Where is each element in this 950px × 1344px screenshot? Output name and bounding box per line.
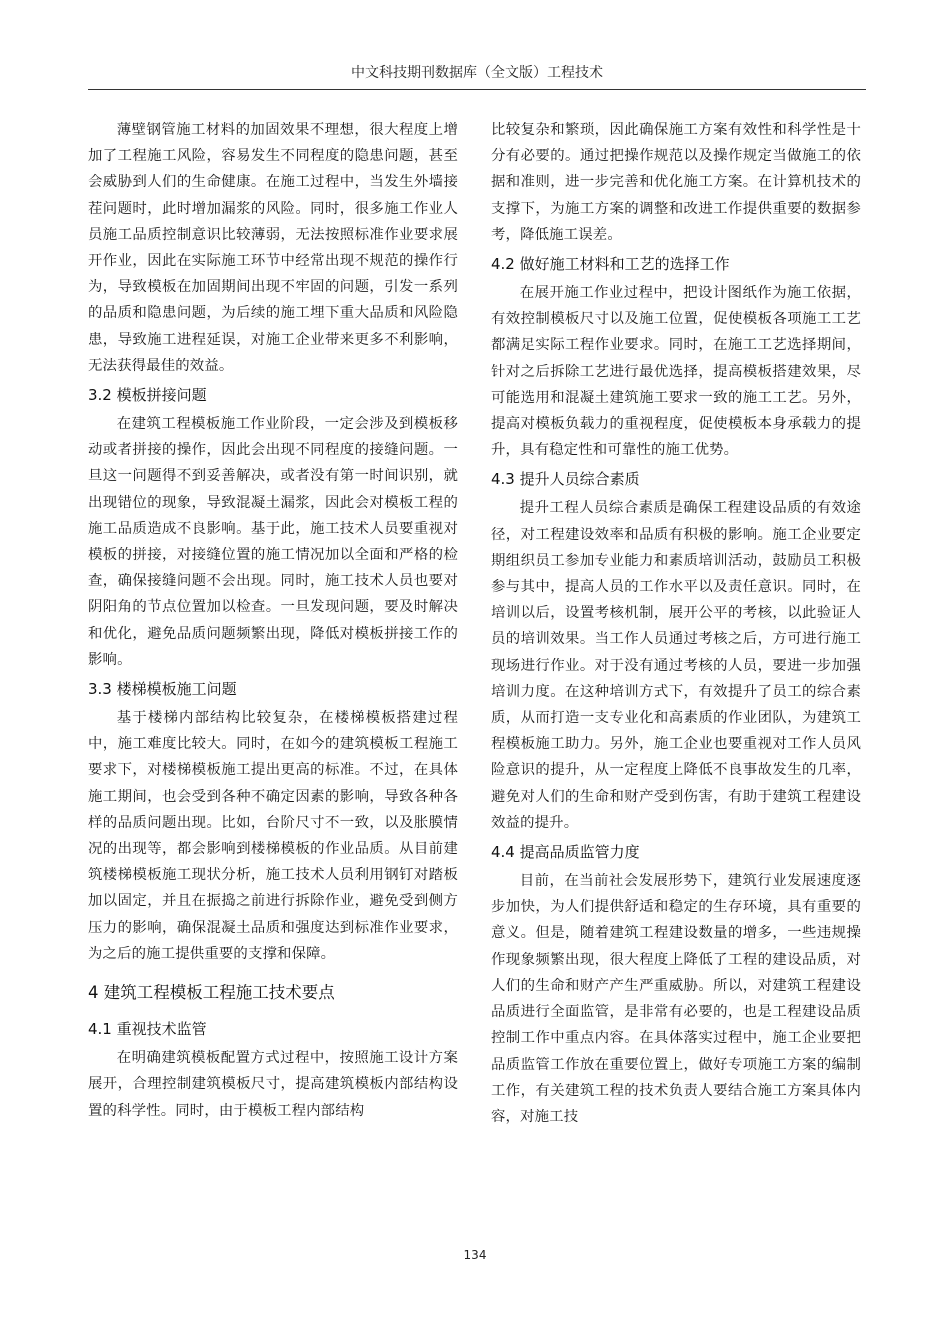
section-heading-4: 4 建筑工程模板工程施工技术要点 <box>88 983 335 1003</box>
paragraph-4-3: 提升工程人员综合素质是确保工程建设品质的有效途径，对工程建设效率和品质有积极的影响。施工企业要定期组织员工参加专业能力和素质培训活动，鼓励员工积极参与其中，提高人员的工作水平以及责任意识。同时，在培训以后，设置考核机制，展开公平的考核，以此验证人员的培训效果。当工作人员通过考核之后，方可进行施工现场进行作业。对于没有通过考核的人员，要进一步加强培训力度。在这种培训方式下，有效提升了员工的综合素质，从而打造一支专业化和高素质的作业团队，为建筑工程模板施工助力。另外，施工企业也要重视对工作人员风险意识的提升，从一定程度上降低不良事故发生的几率，避免对人们的生命和财产受到伤害，有助于建筑工程建设效益的提升。 <box>491 500 861 831</box>
paragraph-4-1-continued: 比较复杂和繁琐，因此确保施工方案有效性和科学性是十分有必要的。通过把操作规范以及操作规定当做施工的依据和准则，进一步完善和优化施工方案。在计算机技术的支撑下，为施工方案的调整和改进工作提供重要的数据参考，降低施工误差。 <box>491 122 861 243</box>
paragraph-4-1: 在明确建筑模板配置方式过程中，按照施工设计方案展开，合理控制建筑模板尺寸，提高建筑模板内部结构设置的科学性。同时，由于模板工程内部结构 <box>88 1050 458 1119</box>
paragraph-4-2: 在展开施工作业过程中，把设计图纸作为施工依据，有效控制模板尺寸以及施工位置，促使模板各项施工工艺都满足实际工程作业要求。同时，在施工工艺选择期间，针对之后拆除工艺进行最优选择，提高模板搭建效果，尽可能选用和混凝土建筑施工要求一致的施工工艺。另外，提高对模板负载力的重视程度，促使模板本身承载力的提升，具有稳定性和可靠性的施工优势。 <box>491 285 861 459</box>
paragraph-4-4: 目前，在当前社会发展形势下，建筑行业发展速度逐步加快，为人们提供舒适和稳定的生存环境，具有重要的意义。但是，随着建筑工程建设数量的增多，一些违规操作现象频繁出现，很大程度上降低了工程的建设品质，对人们的生命和财产产生严重威胁。所以，对建筑工程建设品质进行全面监管，是非常有必要的，也是工程建设品质控制工作中重点内容。在具体落实过程中，施工企业要把品质监管工作放在重要位置上，做好专项施工方案的编制工作，有关建筑工程的技术负责人要结合施工方案具体内容，对施工技 <box>491 873 861 1125</box>
section-heading-3-3: 3.3 楼梯模板施工问题 <box>88 680 237 699</box>
right-column <box>491 117 861 1130</box>
running-header: 中文科技期刊数据库（全文版）工程技术 <box>351 65 603 81</box>
header-rule <box>88 89 866 90</box>
paragraph-3-2: 在建筑工程模板施工作业阶段，一定会涉及到模板移动或者拼接的操作，因此会出现不同程度的接缝问题。一旦这一问题得不到妥善解决，或者没有第一时间识别，就出现错位的现象，导致混凝土漏浆，因此会对模板工程的施工品质造成不良影响。基于此，施工技术人员要重视对模板的拼接，对接缝位置的施工情况加以全面和严格的检查，确保接缝问题不会出现。同时，施工技术人员也要对阴阳角的节点位置加以检查。一旦发现问题，要及时解决和优化，避免品质问题频繁出现，降低对模板拼接工作的影响。 <box>88 416 458 668</box>
left-column <box>88 117 458 1124</box>
section-heading-4-1: 4.1 重视技术监管 <box>88 1020 207 1039</box>
section-heading-4-3: 4.3 提升人员综合素质 <box>491 470 640 489</box>
section-heading-4-4: 4.4 提高品质监管力度 <box>491 843 640 862</box>
section-heading-4-2: 4.2 做好施工材料和工艺的选择工作 <box>491 255 730 274</box>
page-number: 134 <box>463 1248 487 1262</box>
section-heading-3-2: 3.2 模板拼接问题 <box>88 386 207 405</box>
paragraph-3-1-continued: 薄壁钢管施工材料的加固效果不理想，很大程度上增加了工程施工风险，容易发生不同程度的隐患问题，甚至会威胁到人们的生命健康。在施工过程中，当发生外墙接茬问题时，此时增加漏浆的风险。同时，很多施工作业人员施工品质控制意识比较薄弱，无法按照标准作业要求展开作业，因此在实际施工环节中经常出现不规范的操作行为，导致模板在加固期间出现不牢固的问题，引发一系列的品质和隐患问题，为后续的施工埋下重大品质和风险隐患，导致施工进程延误，对施工企业带来更多不利影响，无法获得最佳的效益。 <box>88 122 458 374</box>
paragraph-3-3: 基于楼梯内部结构比较复杂，在楼梯模板搭建过程中，施工难度比较大。同时，在如今的建筑模板工程施工要求下，对楼梯模板施工提出更高的标准。不过，在具体施工期间，也会受到各种不确定因素的影响，导致各种各样的品质问题出现。比如，台阶尺寸不一致，以及胀膜情况的出现等，都会影响到楼梯模板的作业品质。从目前建筑楼梯模板施工现状分析，施工技术人员利用钢钉对踏板加以固定，并且在振捣之前进行拆除作业，避免受到侧方压力的影响，确保混凝土品质和强度达到标准作业要求，为之后的施工提供重要的支撑和保障。 <box>88 710 458 962</box>
